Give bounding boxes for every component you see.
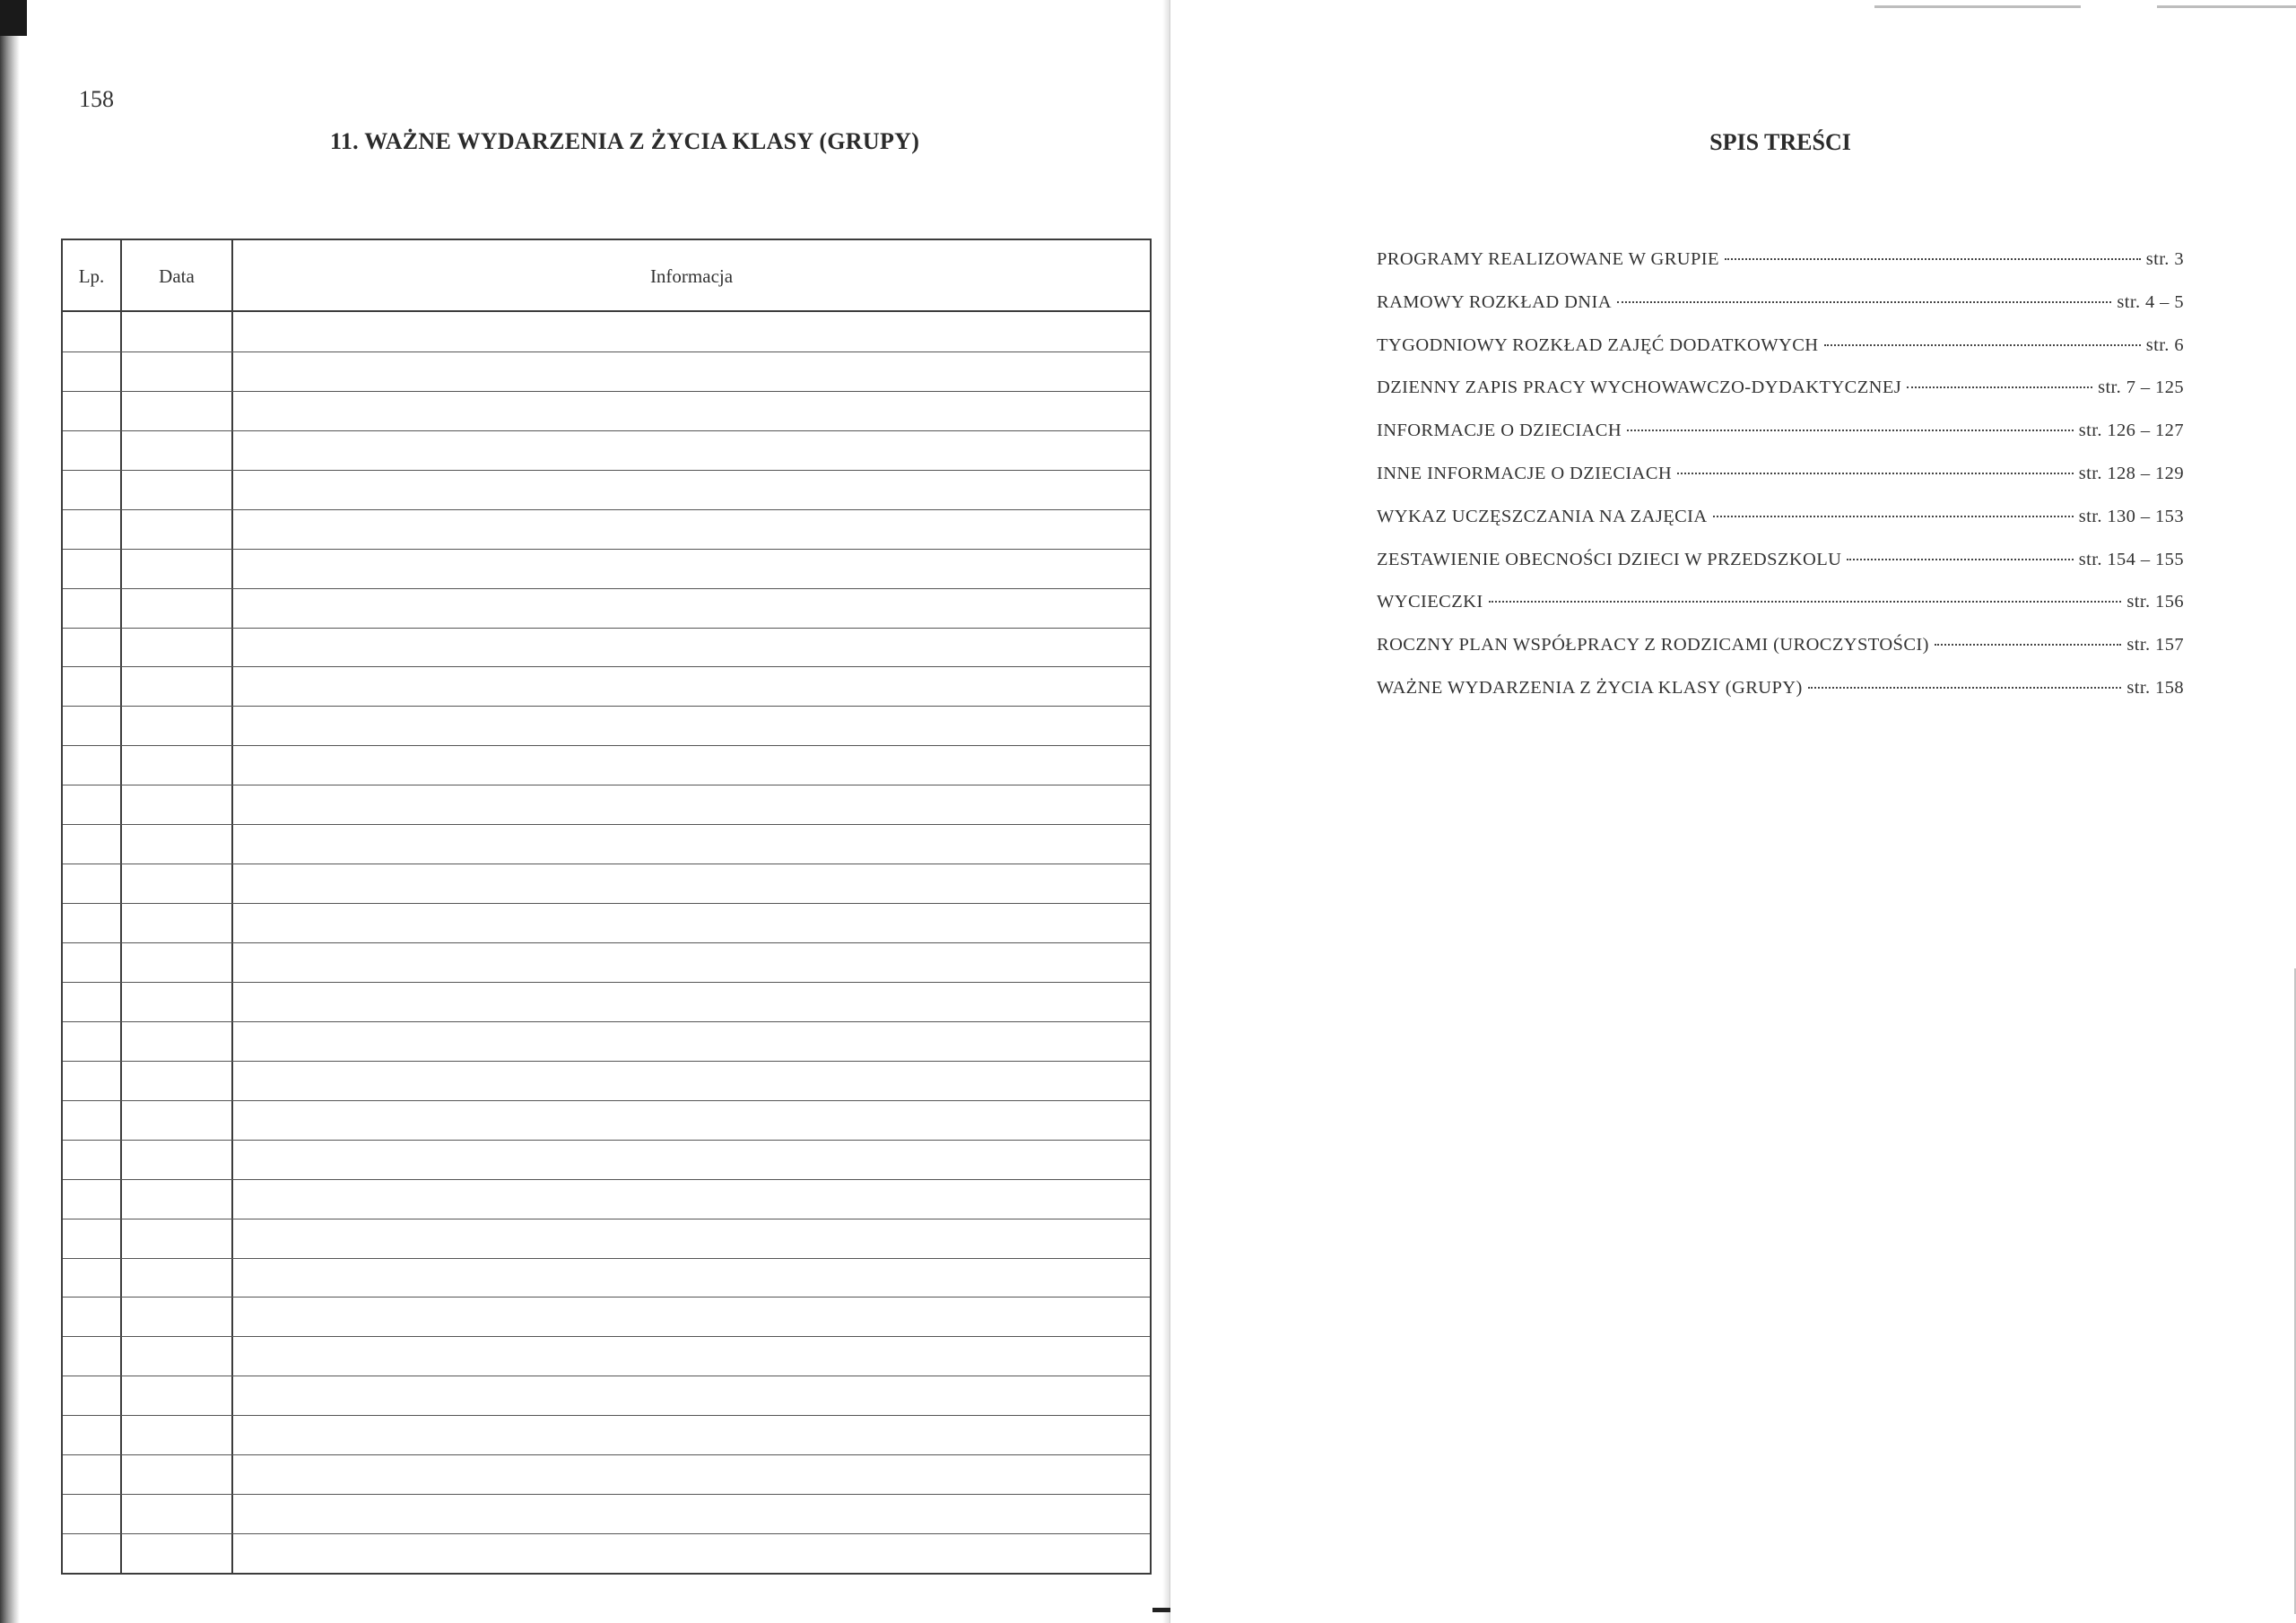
- column-header-lp: Lp.: [78, 265, 105, 287]
- toc-entry-page: str. 154 – 155: [2078, 549, 2184, 569]
- table-row: [63, 1100, 1150, 1101]
- table-row: [63, 628, 1150, 629]
- toc-entry: [1377, 413, 2184, 456]
- events-table: [61, 239, 1152, 1575]
- toc-entry-page: str. 7 – 125: [2098, 378, 2184, 398]
- table-row: [63, 1415, 1150, 1416]
- toc-entry: [1377, 542, 2184, 586]
- toc-entry: [1377, 499, 2184, 542]
- table-row: [63, 1494, 1150, 1495]
- toc-entry: [1377, 456, 2184, 499]
- table-row: [63, 588, 1150, 589]
- toc-leader-dots: [1935, 644, 2122, 646]
- table-of-contents: [1377, 242, 2184, 714]
- table-row: [63, 509, 1150, 510]
- toc-entry: [1377, 242, 2184, 285]
- toc-entry-page: str. 6: [2145, 334, 2184, 355]
- toc-leader-dots: [1677, 473, 2074, 474]
- column-divider: [120, 240, 122, 1573]
- table-row: [63, 1140, 1150, 1141]
- toc-leader-dots: [1627, 430, 2074, 431]
- toc-entry: [1377, 328, 2184, 371]
- table-row: [63, 903, 1150, 904]
- table-row: [63, 666, 1150, 667]
- table-row: [63, 982, 1150, 983]
- toc-leader-dots: [1907, 386, 2092, 388]
- table-row: [63, 1336, 1150, 1337]
- table-row: [63, 824, 1150, 825]
- toc-entry: [1377, 585, 2184, 628]
- page-number: 158: [79, 86, 114, 112]
- column-divider: [231, 240, 233, 1573]
- table-row: [63, 470, 1150, 471]
- table-row: [63, 1179, 1150, 1180]
- toc-leader-dots: [1489, 601, 2122, 603]
- toc-title: SPIS TREŚCI: [1709, 129, 1851, 155]
- toc-entry-title: WAŻNE WYDARZENIA Z ŻYCIA KLASY (GRUPY): [1377, 677, 1803, 698]
- toc-leader-dots: [1808, 687, 2122, 689]
- toc-entry-title: PROGRAMY REALIZOWANE W GRUPIE: [1377, 249, 1719, 269]
- toc-entry-page: str. 126 – 127: [2078, 421, 2184, 441]
- toc-entry-title: INNE INFORMACJE O DZIECIACH: [1377, 463, 1673, 483]
- table-header: [63, 240, 1150, 312]
- toc-leader-dots: [1847, 559, 2073, 560]
- page-edge-shadow: [0, 0, 20, 1623]
- page-title: 11. WAŻNE WYDARZENIA Z ŻYCIA KLASY (GRUPY): [330, 128, 920, 154]
- table-row: [63, 942, 1150, 943]
- toc-entry-title: RAMOWY ROZKŁAD DNIA: [1377, 291, 1612, 312]
- table-row: [63, 430, 1150, 431]
- table-row: [63, 1061, 1150, 1062]
- table-row: [63, 391, 1150, 392]
- toc-entry-page: str. 156: [2126, 592, 2184, 612]
- toc-entry-title: WYCIECZKI: [1377, 592, 1483, 612]
- toc-entry-title: WYKAZ UCZĘSZCZANIA NA ZAJĘCIA: [1377, 506, 1708, 526]
- table-row: [63, 1021, 1150, 1022]
- table-row: [63, 549, 1150, 550]
- toc-leader-dots: [1824, 344, 2141, 346]
- toc-entry-page: str. 4 – 5: [2117, 291, 2184, 312]
- toc-entry-page: str. 157: [2126, 635, 2184, 655]
- toc-entry-page: str. 158: [2126, 677, 2184, 698]
- table-row: [63, 706, 1150, 707]
- toc-entry-title: ROCZNY PLAN WSPÓŁPRACY Z RODZICAMI (UROCZYSTOŚCI): [1377, 635, 1929, 655]
- top-edge-mark: [1874, 5, 2081, 8]
- toc-entry: [1377, 671, 2184, 714]
- toc-entry-page: str. 130 – 153: [2078, 506, 2184, 526]
- toc-leader-dots: [1617, 301, 2111, 303]
- page-corner-shadow: [0, 0, 27, 36]
- table-row: [63, 1533, 1150, 1534]
- column-header-informacja: Informacja: [649, 265, 734, 287]
- table-row: [63, 1258, 1150, 1259]
- toc-entry: [1377, 370, 2184, 413]
- toc-leader-dots: [1725, 258, 2141, 260]
- toc-entry: [1377, 285, 2184, 328]
- toc-entry: [1377, 628, 2184, 671]
- toc-entry-title: INFORMACJE O DZIECIACH: [1377, 421, 1622, 441]
- table-row: [63, 1454, 1150, 1455]
- toc-entry-page: str. 128 – 129: [2078, 463, 2184, 483]
- column-header-data: Data: [159, 265, 195, 287]
- toc-leader-dots: [1713, 516, 2074, 517]
- toc-entry-page: str. 3: [2145, 249, 2184, 269]
- toc-entry-title: TYGODNIOWY ROZKŁAD ZAJĘĆ DODATKOWYCH: [1377, 334, 1819, 355]
- toc-entry-title: ZESTAWIENIE OBECNOŚCI DZIECI W PRZEDSZKOLU: [1377, 549, 1842, 569]
- top-edge-mark: [2157, 5, 2296, 8]
- toc-entry-title: DZIENNY ZAPIS PRACY WYCHOWAWCZO-DYDAKTYCZNEJ: [1377, 378, 1902, 398]
- table-row: [63, 745, 1150, 746]
- table-row: [63, 1297, 1150, 1298]
